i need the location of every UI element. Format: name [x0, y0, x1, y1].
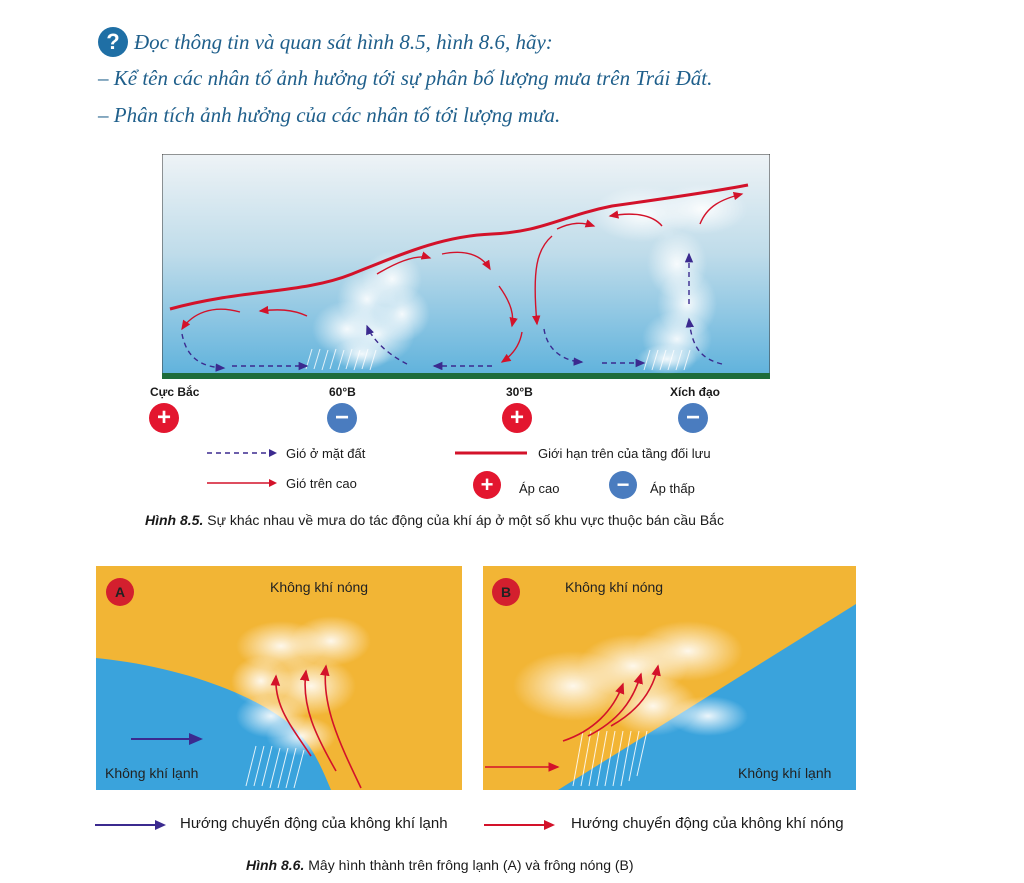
legend-low: Áp thấp	[650, 481, 695, 496]
legend-warm-movement: Hướng chuyển động của không khí nóng	[571, 815, 844, 832]
panel-b-warm-front	[483, 566, 856, 790]
panel-b-warm-label: Không khí nóng	[565, 579, 664, 595]
label-30N: 30°B	[506, 385, 533, 399]
caption-label: Hình 8.6.	[246, 857, 305, 873]
panel-a-cold-label: Không khí lạnh	[105, 765, 199, 781]
legend-high-badge: +	[473, 471, 501, 499]
figure-8-5-diagram	[162, 154, 770, 380]
legend-surface-wind: Gió ở mặt đất	[286, 446, 366, 461]
label-north-pole: Cực Bắc	[150, 385, 200, 399]
question-line-1: Đọc thông tin và quan sát hình 8.5, hình 8.6, hãy:	[134, 30, 553, 54]
panel-b-cold-label: Không khí lạnh	[738, 765, 832, 781]
caption-text: Sự khác nhau về mưa do tác động của khí áp ở một số khu vực thuộc bán cầu Bắc	[203, 512, 724, 528]
high-pressure-badge: +	[502, 403, 532, 433]
question-line-3: – Phân tích ảnh hưởng của các nhân tố tới lượng mưa.	[98, 103, 561, 127]
legend-warm-arrow-icon	[482, 818, 558, 832]
legend-tropopause: Giới hạn trên của tầng đối lưu	[538, 446, 711, 461]
legend-upper-wind: Gió trên cao	[286, 476, 357, 491]
panel-a-letter: A	[106, 578, 134, 606]
panel-a-warm-label: Không khí nóng	[270, 579, 369, 595]
legend-tropopause-symbol	[455, 447, 529, 459]
legend-cold-arrow-icon	[93, 818, 169, 832]
figure-8-5-caption	[145, 512, 724, 528]
low-pressure-badge: −	[678, 403, 708, 433]
legend-low-badge: −	[609, 471, 637, 499]
question-line-2: – Kể tên các nhân tố ảnh hưởng tới sự phân bố lượng mưa trên Trái Đất.	[98, 66, 713, 90]
label-60N: 60°B	[329, 385, 356, 399]
legend-surface-wind-symbol	[205, 446, 279, 460]
ground-strip	[162, 373, 770, 379]
legend-cold-movement: Hướng chuyển động của không khí lạnh	[180, 815, 448, 832]
caption-label: Hình 8.5.	[145, 512, 204, 528]
panel-b-letter: B	[492, 578, 520, 606]
panel-a-cold-front	[96, 566, 462, 790]
question-mark-icon: ?	[98, 27, 128, 57]
label-equator: Xích đạo	[670, 385, 721, 399]
legend-high: Áp cao	[519, 481, 560, 496]
low-pressure-badge: −	[327, 403, 357, 433]
legend-upper-wind-symbol	[205, 476, 279, 490]
caption-text: Mây hình thành trên frông lạnh (A) và frông nóng (B)	[304, 857, 634, 873]
figure-8-6-caption	[246, 857, 634, 873]
high-pressure-badge: +	[149, 403, 179, 433]
